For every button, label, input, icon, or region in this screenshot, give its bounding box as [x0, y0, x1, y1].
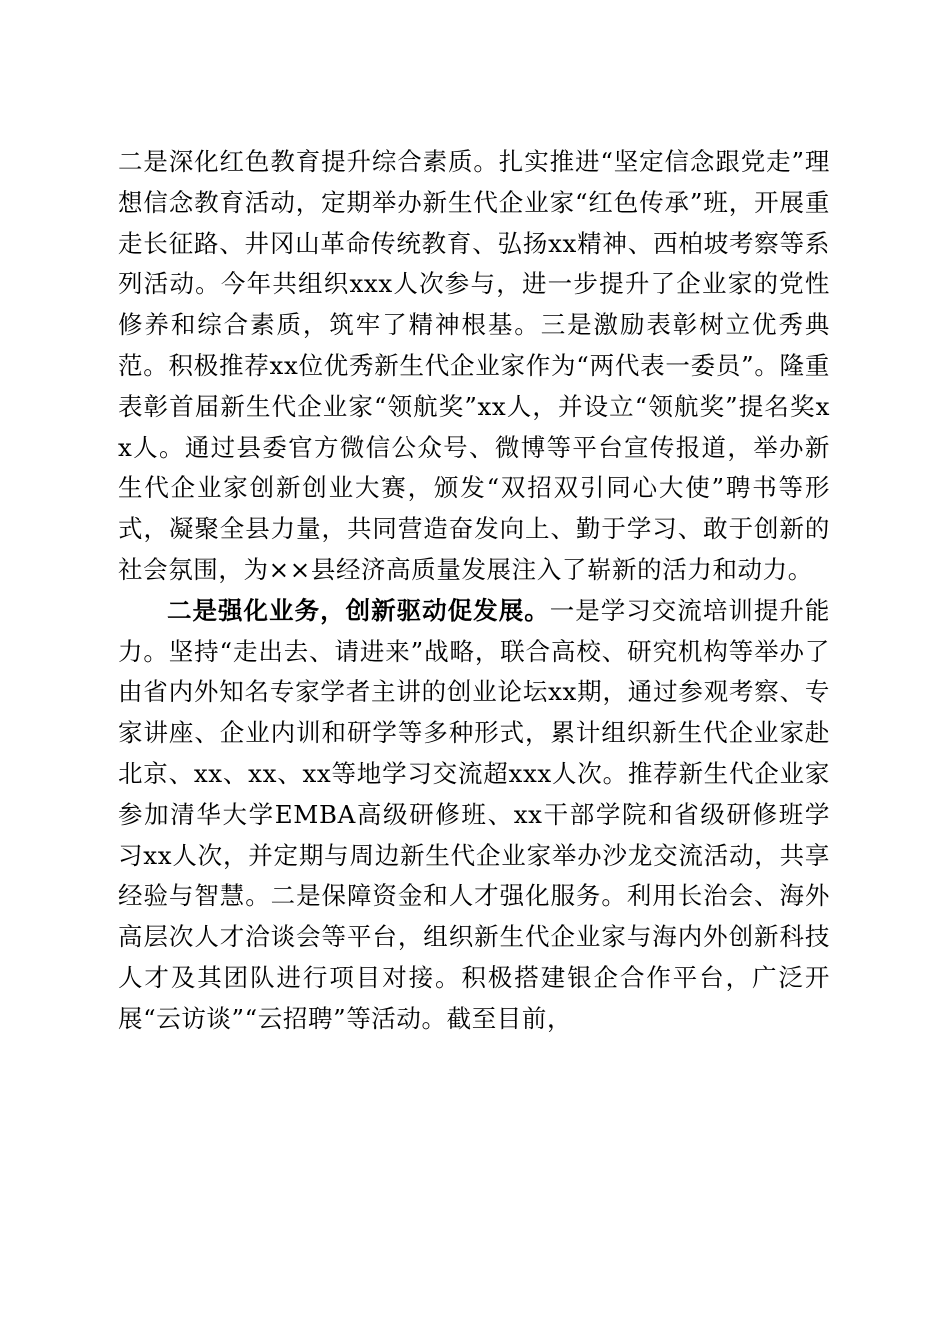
paragraph-text: 二是深化红色教育提升综合素质。扎实推进“坚定信念跟党走”理想信念教育活动，定期举办新生代企业家“红色传承”班，开展重走长征路、井冈山革命传统教育、弘扬xx精神、西柏坡考察等系列活动。今年共组织xxx人次参与，进一步提升了企业家的党性修养和综合素质，筑牢了精神根基。三是激励表彰树立优秀典范。积极推荐xx位优秀新生代企业家作为“两代表一委员”。隆重表彰首届新生代企业家“领航奖”xx人，并设立“领航奖”提名奖xx人。通过县委官方微信公众号、微博等平台宣传报道，举办新生代企业家创新创业大赛，颁发“双招双引同心大使”聘书等形式，凝聚全县力量，共同营造奋发向上、勤于学习、敢于创新的社会氛围，为××县经济高质量发展注入了崭新的活力和动力。 — [118, 147, 830, 584]
document-body — [118, 142, 830, 1040]
paragraph-heading: 二是强化业务，创新驱动促发展。 — [167, 595, 550, 625]
paragraph-text: 一是学习交流培训提升能力。坚持“走出去、请进来”战略，联合高校、研究机构等举办了由省内外知名专家学者主讲的创业论坛xx期，通过参观考察、专家讲座、企业内训和研学等多种形式，累计组织新生代企业家赴北京、xx、xx、xx等地学习交流超xxx人次。推荐新生代企业家参加清华大学EMBA高级研修班、xx干部学院和省级研修班学习xx人次，并定期与周边新生代企业家举办沙龙交流活动，共享经验与智慧。二是保障资金和人才强化服务。利用长治会、海外高层次人才洽谈会等平台，组织新生代企业家与海内外创新科技人才及其团队进行项目对接。积极搭建银企合作平台，广泛开展“云访谈”“云招聘”等活动。截至目前， — [118, 595, 830, 1033]
paragraph-business-innovation — [118, 591, 830, 1040]
paragraph-red-education — [118, 142, 830, 591]
